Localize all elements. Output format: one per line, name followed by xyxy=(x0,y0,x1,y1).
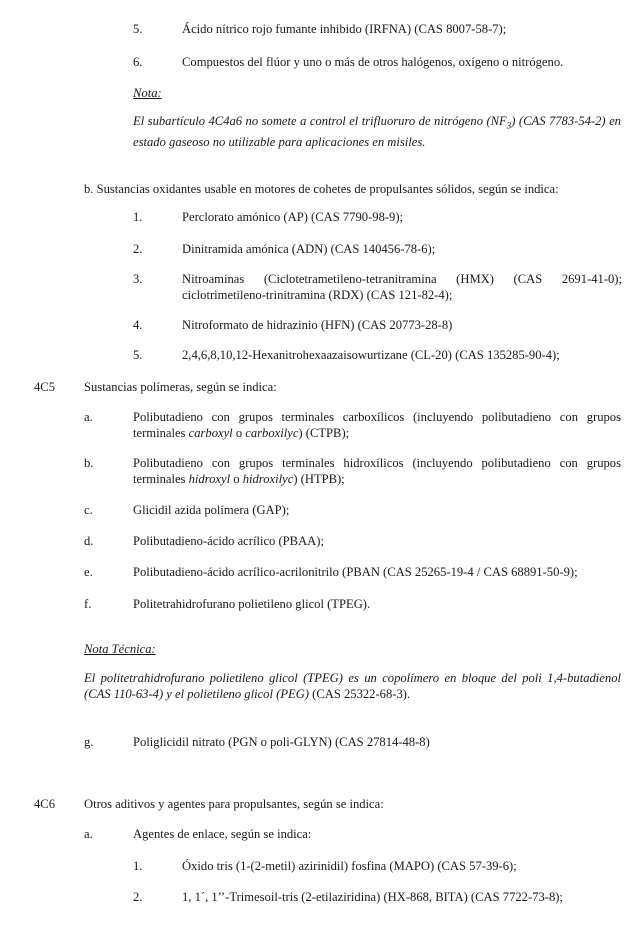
item-5-text: Ácido nítrico rojo fumante inhibido (IRFNA) (CAS 8007-58-7); xyxy=(182,22,507,36)
nota-body xyxy=(133,113,621,150)
4c5-b-text-part: Polibutadieno con grupos terminales hidroxílicos (incluyendo polibutadieno con grupos terminales xyxy=(133,456,621,486)
4c5-g-text: Poliglicidil nitrato (PGN o poli-GLYN) (CAS 27814-48-8) xyxy=(133,735,430,749)
b-item-1-text: Perclorato amónico (AP) (CAS 7790-98-9); xyxy=(182,210,404,224)
4c5-e-text: Polibutadieno-ácido acrílico-acrilonitrilo (PBAN (CAS 25265-19-4 / CAS 68891-50-9); xyxy=(133,565,578,579)
section-4c5-title: Sustancias polímeras, según se indica: xyxy=(84,380,277,394)
nota-tecnica-italic: El politetrahidrofurano polietileno glicol (TPEG) es un copolímero en bloque del poli 1,4-butadienol (CAS 110-63-4) y el polietileno glicol (PEG) xyxy=(84,671,621,701)
4c5-b-text-part: ) (HTPB); xyxy=(293,472,345,486)
nota-title: Nota: xyxy=(133,86,162,100)
4c5-a-text-part: Polibutadieno con grupos terminales carboxílicos (incluyendo polibutadieno con grupos terminales xyxy=(133,410,621,440)
4c6-a-item-1-number: 1. xyxy=(133,859,143,873)
4c6-a-item-2-number: 2. xyxy=(133,890,143,904)
item-6-text: Compuestos del flúor y uno o más de otros halógenos, oxígeno o nitrógeno. xyxy=(182,55,564,69)
4c5-b-letter: b. xyxy=(84,456,94,470)
4c5-f-letter: f. xyxy=(84,597,92,611)
4c5-b-text-part: o xyxy=(230,472,243,486)
4c6-a-letter: a. xyxy=(84,827,93,841)
4c5-b-text-italic: hidroxyl xyxy=(188,472,231,486)
4c5-e-letter: e. xyxy=(84,565,93,579)
b-item-1-number: 1. xyxy=(133,210,143,224)
4c6-a-item-2-text: 1, 1´, 1’’-Trimesoil-tris (2-etilaziridina) (HX-868, BITA) (CAS 7722-73-8); xyxy=(182,890,563,904)
b-item-2-text: Dinitramida amónica (ADN) (CAS 140456-78-6); xyxy=(182,242,436,256)
b-item-5-number: 5. xyxy=(133,348,143,362)
4c5-f-text: Politetrahidrofurano polietileno glicol (TPEG). xyxy=(133,597,371,611)
item-5-number: 5. xyxy=(133,22,143,36)
b-item-3-text: Nitroaminas (Ciclotetrametileno-tetranitramina (HMX) (CAS 2691-41-0); ciclotrimetileno-trinitramina (RDX) (CAS 121-82-4); xyxy=(182,272,622,302)
4c5-a-text-italic: carboxilyc xyxy=(245,426,299,440)
4c5-b-text-italic: hidroxilyc xyxy=(242,472,294,486)
b-item-5-text: 2,4,6,8,10,12-Hexanitrohexaazaisowurtizane (CL-20) (CAS 135285-90-4); xyxy=(182,348,560,362)
4c5-a-text xyxy=(133,409,621,441)
4c6-a-item-1-text: Óxido tris (1-(2-metil) azirinidil) fosfina (MAPO) (CAS 57-39-6); xyxy=(182,859,517,873)
4c5-a-text-part: o xyxy=(232,426,246,440)
4c5-d-letter: d. xyxy=(84,534,94,548)
nota-tecnica-rest: (CAS 25322-68-3). xyxy=(309,687,411,701)
nota-body-part: El subartículo 4C4a6 no somete a control el trifluoruro de nitrógeno (NF xyxy=(133,114,507,128)
4c5-g-letter: g. xyxy=(84,735,94,749)
4c5-a-letter: a. xyxy=(84,410,93,424)
nota-body-part: ) (CAS 7783-54-2) en estado gaseoso no utilizable para aplicaciones en misiles. xyxy=(133,114,621,149)
4c5-c-letter: c. xyxy=(84,503,93,517)
b-item-4-number: 4. xyxy=(133,318,143,332)
4c5-a-text-part: ) (CTPB); xyxy=(298,426,350,440)
4c6-a-text: Agentes de enlace, según se indica: xyxy=(133,827,312,841)
b-item-3-number: 3. xyxy=(133,272,143,286)
4c5-b-text xyxy=(133,455,621,487)
section-4c6-code: 4C6 xyxy=(34,797,55,811)
section-4c5-code: 4C5 xyxy=(34,380,55,394)
4c5-a-text-italic: carboxyl xyxy=(188,426,233,440)
nota-tecnica-title: Nota Técnica: xyxy=(84,642,156,656)
nota-tecnica-body xyxy=(84,670,621,702)
section-b-heading: b. Sustancias oxidantes usable en motores de cohetes de propulsantes sólidos, según se indica: xyxy=(84,182,559,196)
section-4c6-title: Otros aditivos y agentes para propulsantes, según se indica: xyxy=(84,797,384,811)
4c5-d-text: Polibutadieno-ácido acrílico (PBAA); xyxy=(133,534,324,548)
nota-body-subscript: 3 xyxy=(506,120,512,131)
b-item-4-text: Nitroformato de hidrazinio (HFN) (CAS 20773-28-8) xyxy=(182,318,453,332)
4c5-c-text: Glicidil azida polímera (GAP); xyxy=(133,503,290,517)
item-6-number: 6. xyxy=(133,55,143,69)
b-item-2-number: 2. xyxy=(133,242,143,256)
